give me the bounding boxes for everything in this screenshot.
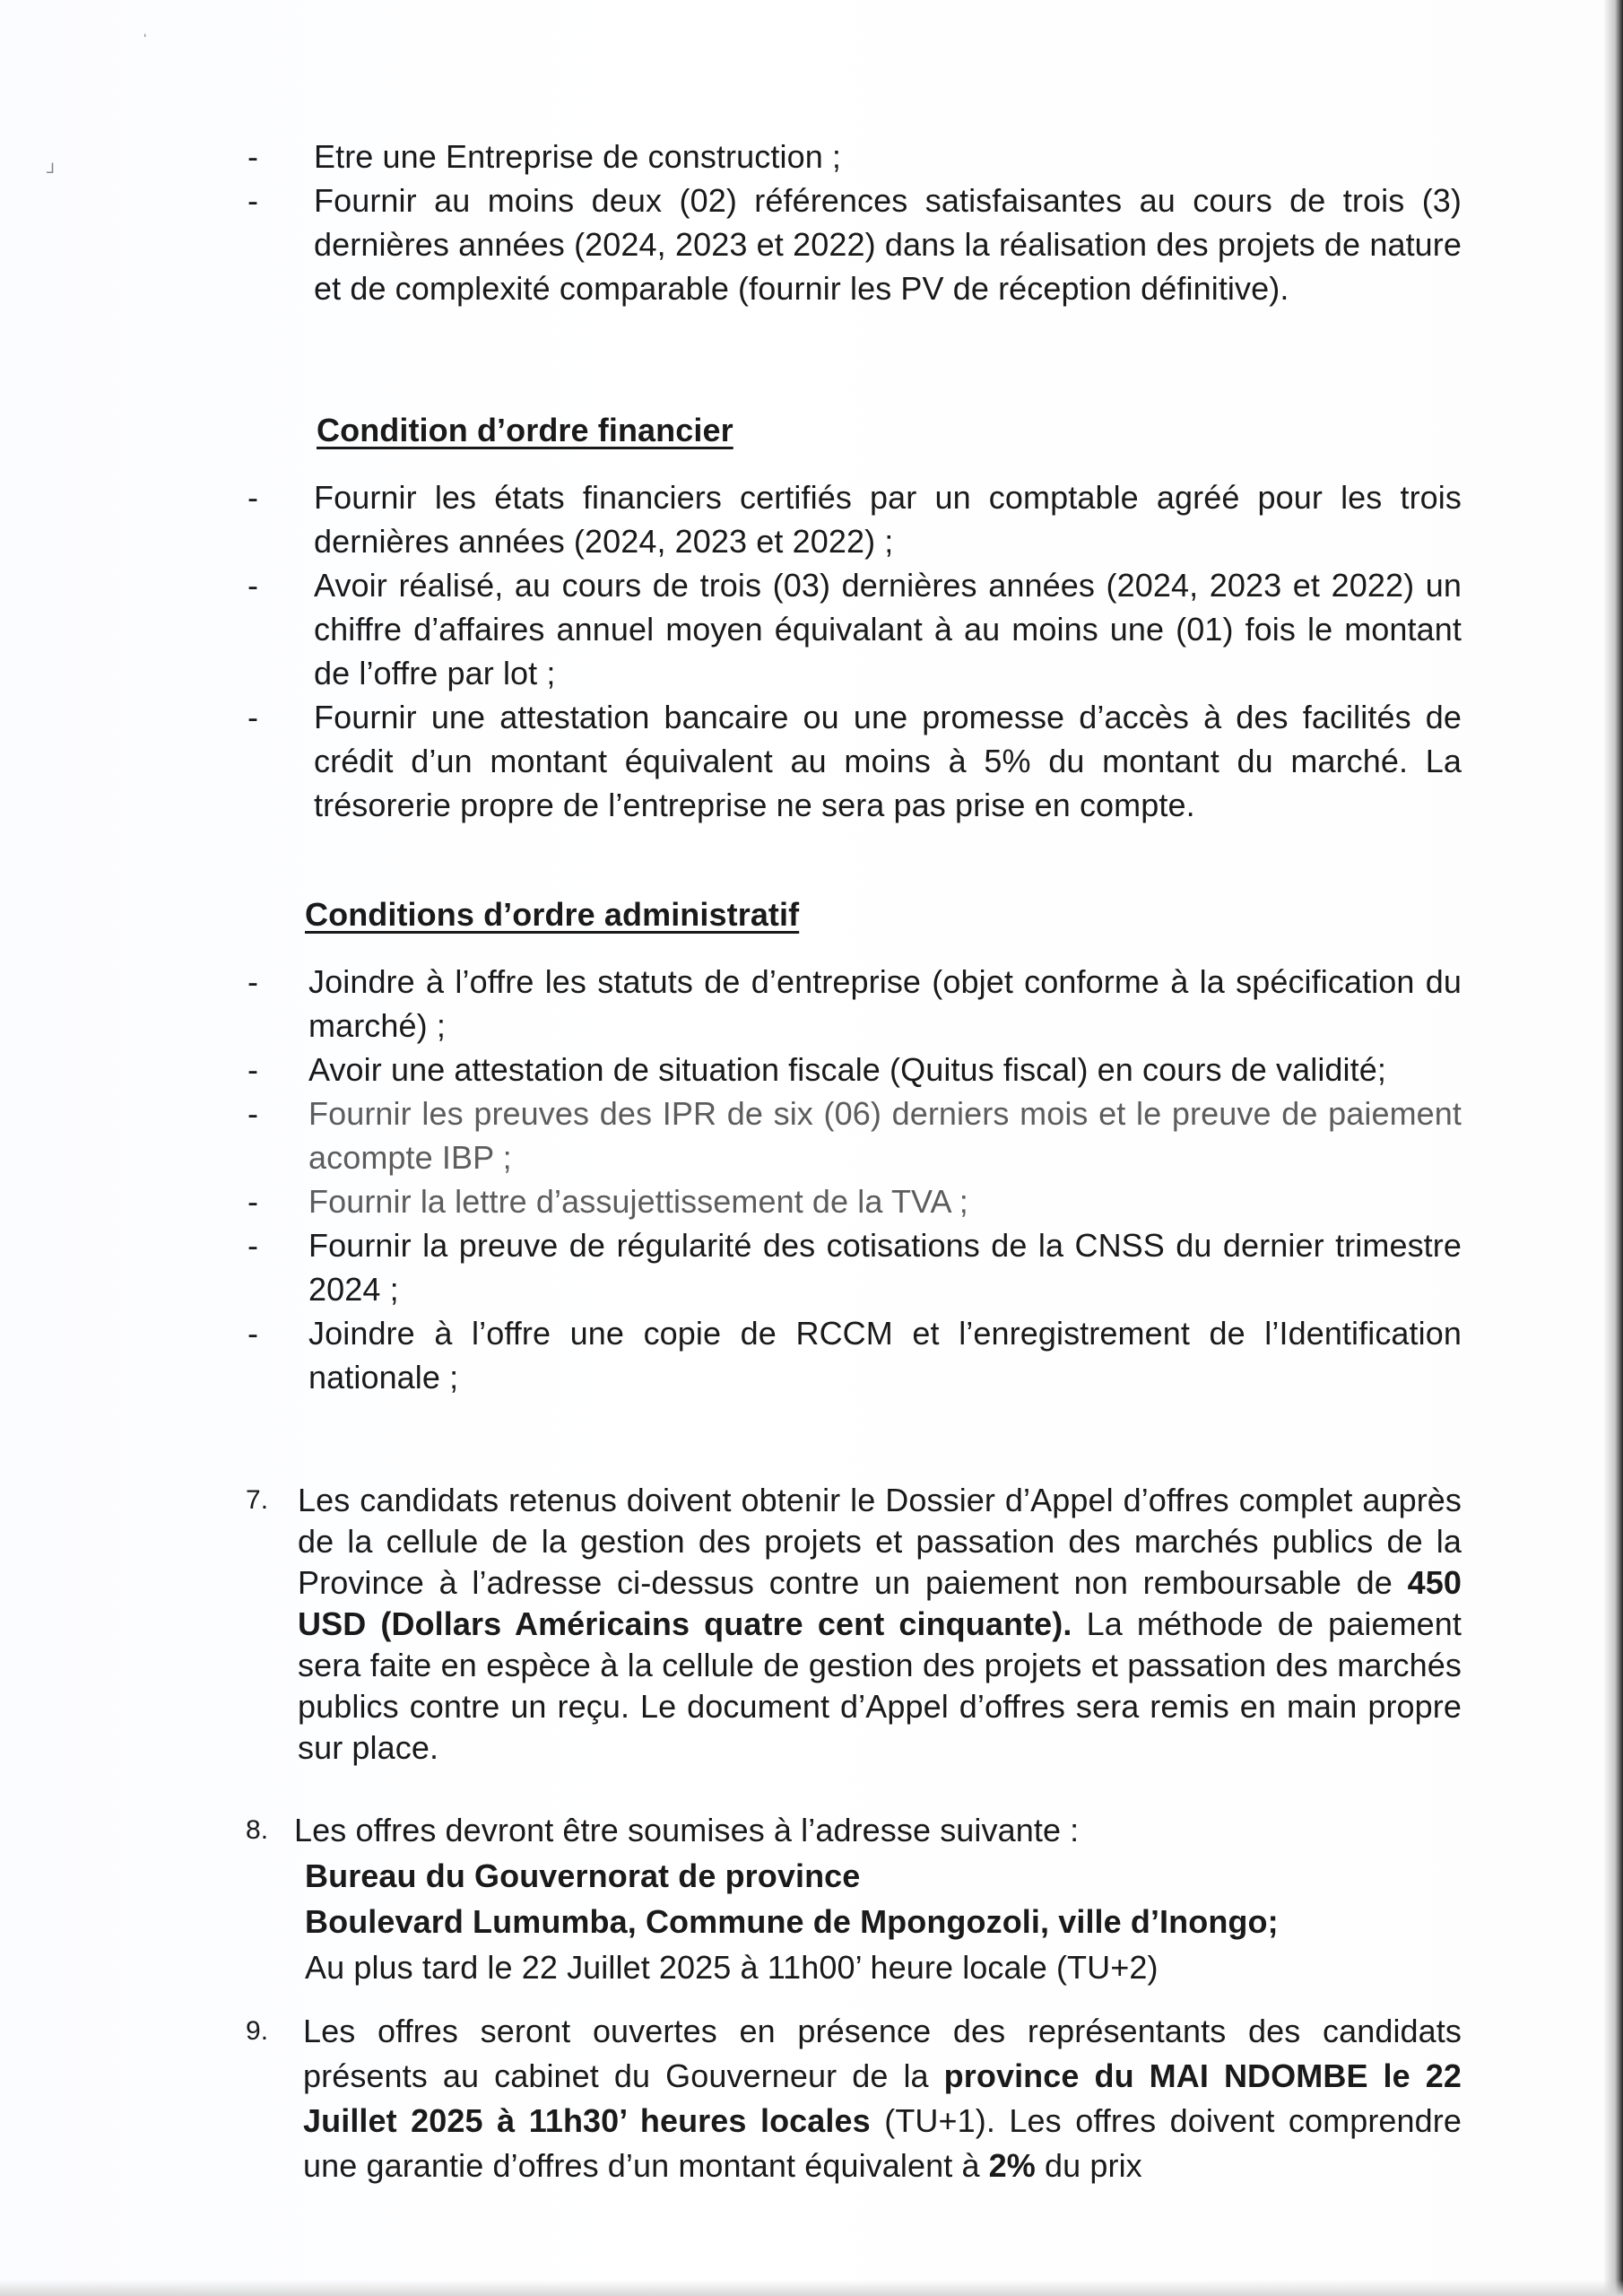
list-item-text: Joindre à l’offre une copie de RCCM et l’enregistrement de l’Identification nationale ;	[308, 1315, 1462, 1396]
list-item	[249, 1048, 1462, 1091]
item-7-text	[298, 1480, 1462, 1769]
list-item	[249, 135, 1462, 178]
numbered-item-9	[246, 2009, 1462, 2188]
item-9-text-2: (TU+1). Les offres doivent comprendre une garantie d’offres d’un montant équivalent à	[303, 2102, 1462, 2184]
list-item-text: Fournir la preuve de régularité des cotisations de la CNSS du dernier trimestre 2024 ;	[308, 1227, 1462, 1308]
item-number: 7.	[246, 1485, 269, 1515]
address-line-2: Boulevard Lumumba, Commune de Mpongozoli, ville d’Inongo;	[305, 1903, 1279, 1940]
dash-bullet: -	[247, 699, 259, 735]
item-number: 9.	[246, 2016, 269, 2046]
item-9-guarantee-percent: 2%	[988, 2147, 1036, 2184]
dash-bullet: -	[247, 1051, 259, 1088]
list-item-text: Avoir réalisé, au cours de trois (03) dernières années (2024, 2023 et 2022) un chiffre d’affaires annuel moyen équivalant à au moins une (01) fois le montant de l’offre par lot ;	[314, 567, 1462, 691]
administrative-conditions	[249, 892, 1462, 1399]
dash-bullet: -	[247, 567, 259, 604]
item-number: 8.	[246, 1815, 269, 1845]
numbered-item-8	[246, 1807, 1462, 1990]
scan-speck: ⅃	[47, 161, 55, 177]
list-item	[249, 475, 1462, 563]
scan-speck: ʻ	[143, 32, 147, 48]
dash-bullet: -	[247, 479, 259, 516]
section-heading-financial: Condition d’ordre financier	[317, 412, 733, 448]
list-item	[249, 1179, 1462, 1223]
list-item-text: Avoir une attestation de situation fiscale (Quitus fiscal) en cours de validité;	[308, 1051, 1386, 1088]
dash-bullet: -	[247, 1183, 259, 1220]
list-item	[249, 563, 1462, 695]
address-line-1: Bureau du Gouvernorat de province	[305, 1857, 861, 1894]
list-item-text: Fournir une attestation bancaire ou une promesse d’accès à des facilités de crédit d’un montant équivalent au moins à 5% du montant du marché. La trésorerie propre de l’entreprise ne sera pas prise en compte.	[314, 699, 1462, 823]
dash-bullet: -	[247, 1227, 259, 1264]
scan-bottom-edge	[0, 2280, 1623, 2296]
list-item	[249, 960, 1462, 1048]
item-7-text-before: Les candidats retenus doivent obtenir le Dossier d’Appel d’offres complet auprès de la cellule de la gestion des projets et passation des marchés publics de la Province à l’adresse ci-dessus contre un paiement non remboursable de	[298, 1482, 1462, 1601]
list-item-text: Fournir les états financiers certifiés par un comptable agréé pour les trois dernières années (2024, 2023 et 2022) ;	[314, 479, 1462, 560]
dash-bullet: -	[247, 1095, 259, 1132]
list-item-text: Joindre à l’offre les statuts de d’entreprise (objet conforme à la spécification du marché) ;	[308, 963, 1462, 1044]
list-item	[249, 1311, 1462, 1399]
item-9-opening-date: province du MAI NDOMBE le 22 Juillet 2025 à 11h30’ heures locales	[303, 2057, 1462, 2139]
scan-edge-shadow	[1603, 0, 1623, 2296]
item-7-amount: 450 USD (Dollars Américains quatre cent cinquante).	[298, 1564, 1462, 1642]
list-item	[249, 1091, 1462, 1179]
item-8-intro: Les offres devront être soumises à l’adresse suivante :	[294, 1812, 1080, 1848]
list-item	[249, 695, 1462, 827]
submission-deadline: Au plus tard le 22 Juillet 2025 à 11h00’ heure locale (TU+2)	[305, 1949, 1159, 1986]
list-item-text: Fournir les preuves des IPR de six (06) derniers mois et le preuve de paiement acompte IBP ;	[308, 1095, 1462, 1176]
dash-bullet: -	[247, 182, 259, 219]
dash-bullet: -	[247, 138, 259, 175]
section-heading-administrative: Conditions d’ordre administratif	[305, 896, 800, 933]
item-7-text-after: La méthode de paiement sera faite en espèce à la cellule de gestion des projets et passation des marchés publics contre un reçu. Le document d’Appel d’offres sera remis en main propre sur place.	[298, 1605, 1462, 1766]
dash-bullet: -	[247, 963, 259, 1000]
list-item-text: Fournir la lettre d’assujettissement de la TVA ;	[308, 1183, 968, 1220]
item-9-text-3: du prix	[1035, 2147, 1142, 2184]
numbered-item-7	[246, 1480, 1462, 1769]
item-9-text	[303, 2009, 1462, 2188]
financial-conditions	[249, 408, 1462, 827]
list-item-text: Etre une Entreprise de construction ;	[314, 138, 842, 175]
list-item-text: Fournir au moins deux (02) références satisfaisantes au cours de trois (3) dernières années (2024, 2023 et 2022) dans la réalisation des projets de nature et de complexité comparable (fournir les PV de réception définitive).	[314, 182, 1462, 307]
list-item	[249, 178, 1462, 310]
technical-conditions	[249, 135, 1462, 310]
dash-bullet: -	[247, 1315, 259, 1352]
item-9-text-1: Les offres seront ouvertes en présence des représentants des candidats présents au cabinet du Gouverneur de la	[303, 2013, 1462, 2094]
list-item	[249, 1223, 1462, 1311]
